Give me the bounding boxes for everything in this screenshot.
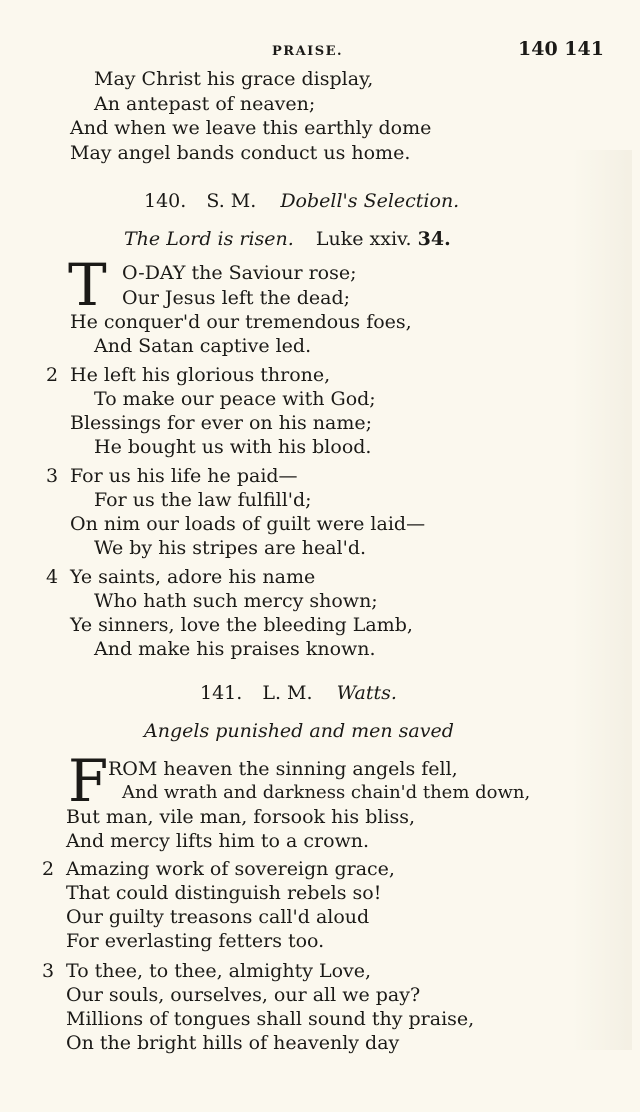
scripture-reference: Luke xxiv.	[315, 228, 412, 250]
verse-line: Our souls, ourselves, our all we pay?	[66, 984, 421, 1006]
scripture-verse: 34.	[417, 228, 451, 250]
hymn-meter: S. M.	[206, 190, 257, 212]
verse-line: May angel bands conduct us home.	[70, 142, 411, 164]
verse-line: And make his praises known.	[94, 638, 376, 660]
hymn-number: 141.	[200, 682, 243, 704]
hymn-141-subtitle: Angels punished and men saved	[144, 720, 454, 742]
verse-line: Ye saints, adore his name	[70, 566, 316, 588]
hymn-author: Dobell's Selection.	[280, 190, 460, 212]
verse-line: Amazing work of sovereign grace,	[66, 858, 395, 880]
verse-line: To thee, to thee, almighty Love,	[66, 960, 372, 982]
verse-line: Millions of tongues shall sound thy praise,	[66, 1008, 475, 1030]
verse-line: He left his glorious throne,	[70, 364, 331, 386]
verse-number: 3	[42, 960, 55, 982]
verse-line: For us the law fulfill'd;	[94, 489, 312, 511]
verse-number: 2	[46, 364, 59, 386]
verse-line: And Satan captive led.	[94, 335, 312, 357]
verse-line: On the bright hills of heavenly day	[66, 1032, 400, 1054]
verse-line: To make our peace with God;	[94, 388, 376, 410]
verse-number: 4	[46, 566, 59, 588]
bleed-through-shadow	[572, 150, 632, 1050]
drop-cap: T	[68, 251, 107, 319]
hymn-meter: L. M.	[262, 682, 313, 704]
verse-line: He bought us with his blood.	[94, 436, 372, 458]
hymn-author: Watts.	[336, 682, 397, 704]
verse-number: 2	[42, 858, 55, 880]
verse-line: Blessings for ever on his name;	[70, 412, 373, 434]
verse-line: And when we leave this earthly dome	[70, 117, 432, 139]
verse-line: Our Jesus left the dead;	[122, 287, 351, 309]
verse-line: Our guilty treasons call'd aloud	[66, 906, 370, 928]
verse-line: And mercy lifts him to a crown.	[66, 830, 370, 852]
verse-line: ROM heaven the sinning angels fell,	[108, 758, 458, 780]
verse-line: Ye sinners, love the bleeding Lamb,	[70, 614, 413, 636]
verse-line: That could distinguish rebels so!	[66, 882, 382, 904]
subtitle-text: The Lord is risen.	[124, 228, 294, 250]
hymn-140-heading	[144, 190, 459, 212]
page-numbers: 140 141	[518, 38, 604, 60]
verse-number: 3	[46, 465, 59, 487]
running-header: PRAISE.	[272, 44, 344, 59]
verse-line: He conquer'd our tremendous foes,	[70, 311, 412, 333]
hymn-140-subtitle	[124, 228, 451, 250]
verse-line: But man, vile man, forsook his bliss,	[66, 806, 416, 828]
hymn-number: 140.	[144, 190, 187, 212]
verse-line: We by his stripes are heal'd.	[94, 537, 367, 559]
verse-line: And wrath and darkness chain'd them down,	[122, 782, 531, 803]
drop-cap: F	[68, 747, 109, 815]
verse-line: For everlasting fetters too.	[66, 930, 325, 952]
verse-line: An antepast of neaven;	[94, 93, 316, 115]
verse-line: On nim our loads of guilt were laid—	[70, 513, 426, 535]
verse-line: O-DAY the Saviour rose;	[122, 262, 357, 284]
verse-line: Who hath such mercy shown;	[94, 590, 378, 612]
verse-line: For us his life he paid—	[70, 465, 298, 487]
hymn-141-heading	[200, 682, 397, 704]
verse-line: May Christ his grace display,	[94, 68, 374, 90]
